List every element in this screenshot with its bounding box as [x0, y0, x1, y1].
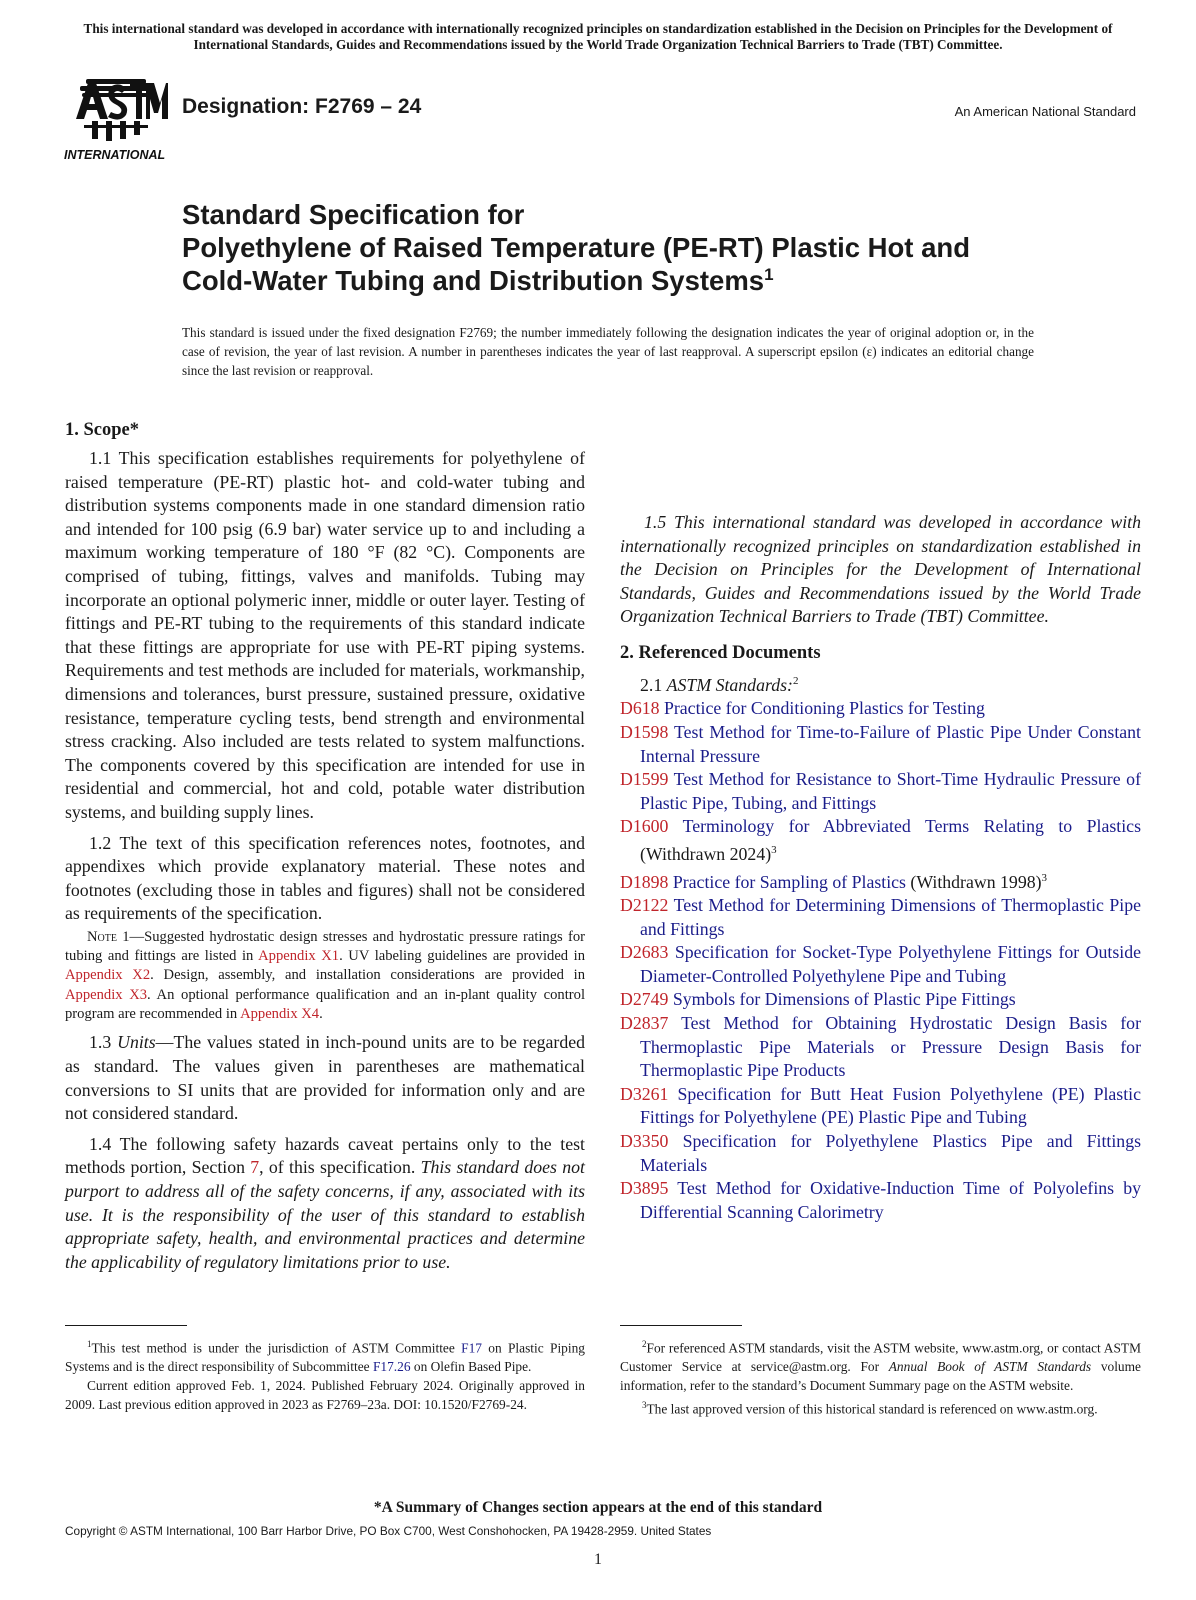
right-column: [620, 418, 1141, 1224]
appendix-x3-link[interactable]: Appendix X3: [65, 986, 148, 1003]
title-line-2: Polyethylene of Raised Temperature (PE-RT) Plastic Hot and: [182, 232, 970, 263]
footnotes-left: [65, 1335, 585, 1414]
american-national-standard: An American National Standard: [954, 104, 1136, 119]
appendix-x2-link[interactable]: Appendix X2: [65, 967, 151, 984]
reference-list: [620, 697, 1141, 1224]
copyright: Copyright © ASTM International, 100 Barr Harbor Drive, PO Box C700, West Conshohocken, PA 19428-2959. United States: [65, 1524, 712, 1538]
f17-link[interactable]: F17: [461, 1340, 482, 1356]
reference-item: [620, 1012, 1141, 1083]
reference-code-link[interactable]: D618: [620, 698, 660, 719]
para-1-3: 1.3 Units—The values stated in inch-pound units are to be regarded as standard. The values given in parentheses are mathematical conversions to SI units that are provided for information only and are not considered standard.: [65, 1032, 585, 1124]
reference-title-link[interactable]: Specification for Socket-Type Polyethylene Fittings for Outside Diameter-Controlled Polyethylene Pipe and Tubing: [640, 942, 1141, 986]
astm-logo: [62, 71, 170, 167]
reference-status: (Withdrawn 1998): [905, 871, 1042, 892]
footnote-rule-right: [620, 1325, 742, 1326]
reference-title-link[interactable]: Specification for Butt Heat Fusion Polyethylene (PE) Plastic Fittings for Polyethylene (PE) Plastic Pipe and Tubing: [640, 1083, 1141, 1128]
reference-item: [620, 988, 1141, 1012]
left-column: [65, 418, 585, 1274]
column-continuation-space: [620, 418, 1141, 511]
title-line-3: Cold-Water Tubing and Distribution Systems$^1$: [182, 264, 774, 296]
reference-item: [620, 697, 1141, 721]
page-number: 1: [594, 1551, 602, 1568]
reference-title-link[interactable]: Test Method for Oxidative-Induction Time of Polyolefins by Differential Scanning Calorimetry: [640, 1178, 1142, 1222]
designation: Designation: F2769 – 24: [182, 95, 422, 118]
reference-code-link[interactable]: D1599: [620, 769, 669, 790]
reference-code-link[interactable]: D3895: [620, 1178, 669, 1199]
footnote-3: $^3$The last approved version of this historical standard is referenced on www.astm.org.: [642, 1399, 1098, 1417]
f17-26-link[interactable]: F17.26: [372, 1359, 411, 1375]
reference-title-link[interactable]: Symbols for Dimensions of Plastic Pipe Fittings: [672, 989, 1016, 1010]
reference-title-link[interactable]: Terminology for Abbreviated Terms Relating to Plastics: [682, 816, 1141, 837]
reference-item: [620, 894, 1141, 941]
section-7-link[interactable]: 7: [250, 1157, 260, 1178]
reference-code-link[interactable]: D3350: [620, 1131, 669, 1152]
para-1-2: 1.2 The text of this specification references notes, footnotes, and appendixes which provide explanatory material. These notes and footnotes (excluding those in tables and figures) shall not be considered as requirements of the specification.: [65, 832, 585, 924]
footnotes-right: [620, 1335, 1141, 1419]
issue-note: This standard is issued under the fixed designation F2769; the number immediately following the designation indicates the year of original adoption or, in the case of revision, the year of last revision. A number in parentheses indicates the year of last reapproval. A superscript epsilon (ε) indicates an editorial change since the last revision or reapproval.: [182, 325, 1034, 378]
para-1-5: 1.5 This international standard was developed in accordance with internationally recognized principles on standardization established in the Decision on Principles for the Development of International Standards, Guides and Recommendations issued by the World Trade Organization Technical Barriers to Trade (TBT) Committee.: [620, 512, 1141, 627]
reference-title-link[interactable]: Test Method for Determining Dimensions of Thermoplastic Pipe and Fittings: [640, 895, 1142, 939]
reference-code-link[interactable]: D2749: [620, 989, 669, 1010]
reference-item: [620, 1177, 1141, 1224]
title-footnote-mark: 1: [764, 264, 774, 284]
reference-title-link[interactable]: Test Method for Resistance to Short-Time Hydraulic Pressure of Plastic Pipe, Tubing, and Fittings: [640, 769, 1141, 813]
astm-standards-subheading: 2.1 ASTM Standards:$^2$: [640, 674, 799, 695]
reference-code-link[interactable]: D1598: [620, 722, 669, 743]
reference-item: [620, 768, 1141, 815]
reference-title-link[interactable]: Specification for Polyethylene Plastics Pipe and Fittings Materials: [640, 1131, 1141, 1175]
footnote-1: $^1$This test method is under the jurisdiction of ASTM Committee F17 on Plastic Piping Systems and is the direct responsibility of Subcommittee F17.26 on Olefin Based Pipe.: [65, 1339, 585, 1375]
reference-footnote-mark: 3: [1041, 871, 1048, 884]
reference-title-link[interactable]: Test Method for Time-to-Failure of Plastic Pipe Under Constant Internal Pressure: [640, 722, 1141, 766]
footnote-1-edition: Current edition approved Feb. 1, 2024. Published February 2024. Originally approved in 2009. Last previous edition approved in 2023 as F2769–23a. DOI: 10.1520/F2769-24.: [65, 1377, 585, 1412]
reference-item: [620, 867, 1141, 895]
reference-item: [620, 815, 1141, 866]
reference-code-link[interactable]: D2122: [620, 895, 669, 916]
footnote-2: $^2$For referenced ASTM standards, visit the ASTM website, www.astm.org, or contact ASTM Customer Service at service@astm.org. For Annual Book of ASTM Standards volume information, refer to the standard’s Document Summary page on the ASTM website.: [620, 1339, 1141, 1393]
reference-code-link[interactable]: D2837: [620, 1013, 669, 1034]
reference-item: [620, 721, 1141, 768]
reference-title-link[interactable]: Practice for Conditioning Plastics for Testing: [663, 698, 985, 719]
para-1-4: 1.4 The following safety hazards caveat pertains only to the test methods portion, Section 7, of this specification. This standard does not purport to address all of the safety concerns, if any, associated with its use. It is the responsibility of the user of this standard to establish appropriate safety, health, and environmental practices and determine the applicability of regulatory limitations prior to use.: [65, 1133, 585, 1272]
reference-code-link[interactable]: D1898: [620, 871, 669, 892]
footnote-rule-left: [65, 1325, 187, 1326]
top-notice: This international standard was developed in accordance with internationally recognized principles on standardization established in the Decision on Principles for the Development of International Standards, Guides and Recommendations issued by the World Trade Organization Technical Barriers to Trade (TBT) Committee.: [83, 21, 1113, 52]
reference-footnote-mark: 3: [771, 844, 777, 857]
reference-item: [620, 1083, 1141, 1130]
scope-heading: 1. Scope*: [65, 420, 139, 440]
appendix-x1-link[interactable]: Appendix X1: [258, 948, 340, 965]
reference-code-link[interactable]: D2683: [620, 942, 669, 963]
reference-code-link[interactable]: D3261: [620, 1083, 669, 1104]
reference-title-link[interactable]: Test Method for Obtaining Hydrostatic Design Basis for Thermoplastic Pipe Materials or Pressure Design Basis for Thermoplastic Pipe Products: [640, 1013, 1141, 1081]
summary-of-changes-note: *A Summary of Changes section appears at the end of this standard: [373, 1499, 823, 1516]
logo-text: INTERNATIONAL: [64, 148, 166, 162]
title-line-1: Standard Specification for: [182, 199, 525, 230]
reference-item: [620, 941, 1141, 988]
reference-code-link[interactable]: D1600: [620, 816, 669, 837]
para-1-1: 1.1 This specification establishes requirements for polyethylene of raised temperature (PE-RT) plastic hot- and cold-water tubing and distribution systems components made in one standard dimension ratio and intended for 100 psig (6.9 bar) water service up to and including a maximum working temperature of 180 °F (82 °C). Components are comprised of tubing, fittings, valves and manifolds. Tubing may incorporate an optional polymeric inner, middle or outer layer. Testing of fittings and PE-RT tubing to the requirements of this standard indicate that these fittings are appropriate for use with PE-RT piping systems. Requirements and test methods are included for materials, workmanship, dimensions and tolerances, burst pressure, sustained pressure, oxidative resistance, temperature cycling tests, bend strength and environmental stress cracking. Also included are tests related to system malfunctions. The components covered by this specification are intended for use in residential and commercial, hot and cold, potable water distribution systems, and building supply lines.: [65, 448, 585, 822]
reference-status: (Withdrawn 2024): [640, 843, 772, 864]
note-1: Note 1—Suggested hydrostatic design stresses and hydrostatic pressure ratings for tubing and fittings are listed in Appendix X1. UV labeling guidelines are provided in Appendix X2. Design, assembly, and installation considerations are provided in Appendix X3. An optional performance qualification and an in-plant quality control program are recommended in Appendix X4.: [65, 928, 586, 1023]
reference-item: [620, 1130, 1141, 1177]
reference-title-link[interactable]: Practice for Sampling of Plastics: [672, 871, 906, 892]
document-title: [182, 198, 1082, 297]
appendix-x4-link[interactable]: Appendix X4: [240, 1006, 320, 1023]
refdocs-heading: 2. Referenced Documents: [620, 642, 821, 663]
